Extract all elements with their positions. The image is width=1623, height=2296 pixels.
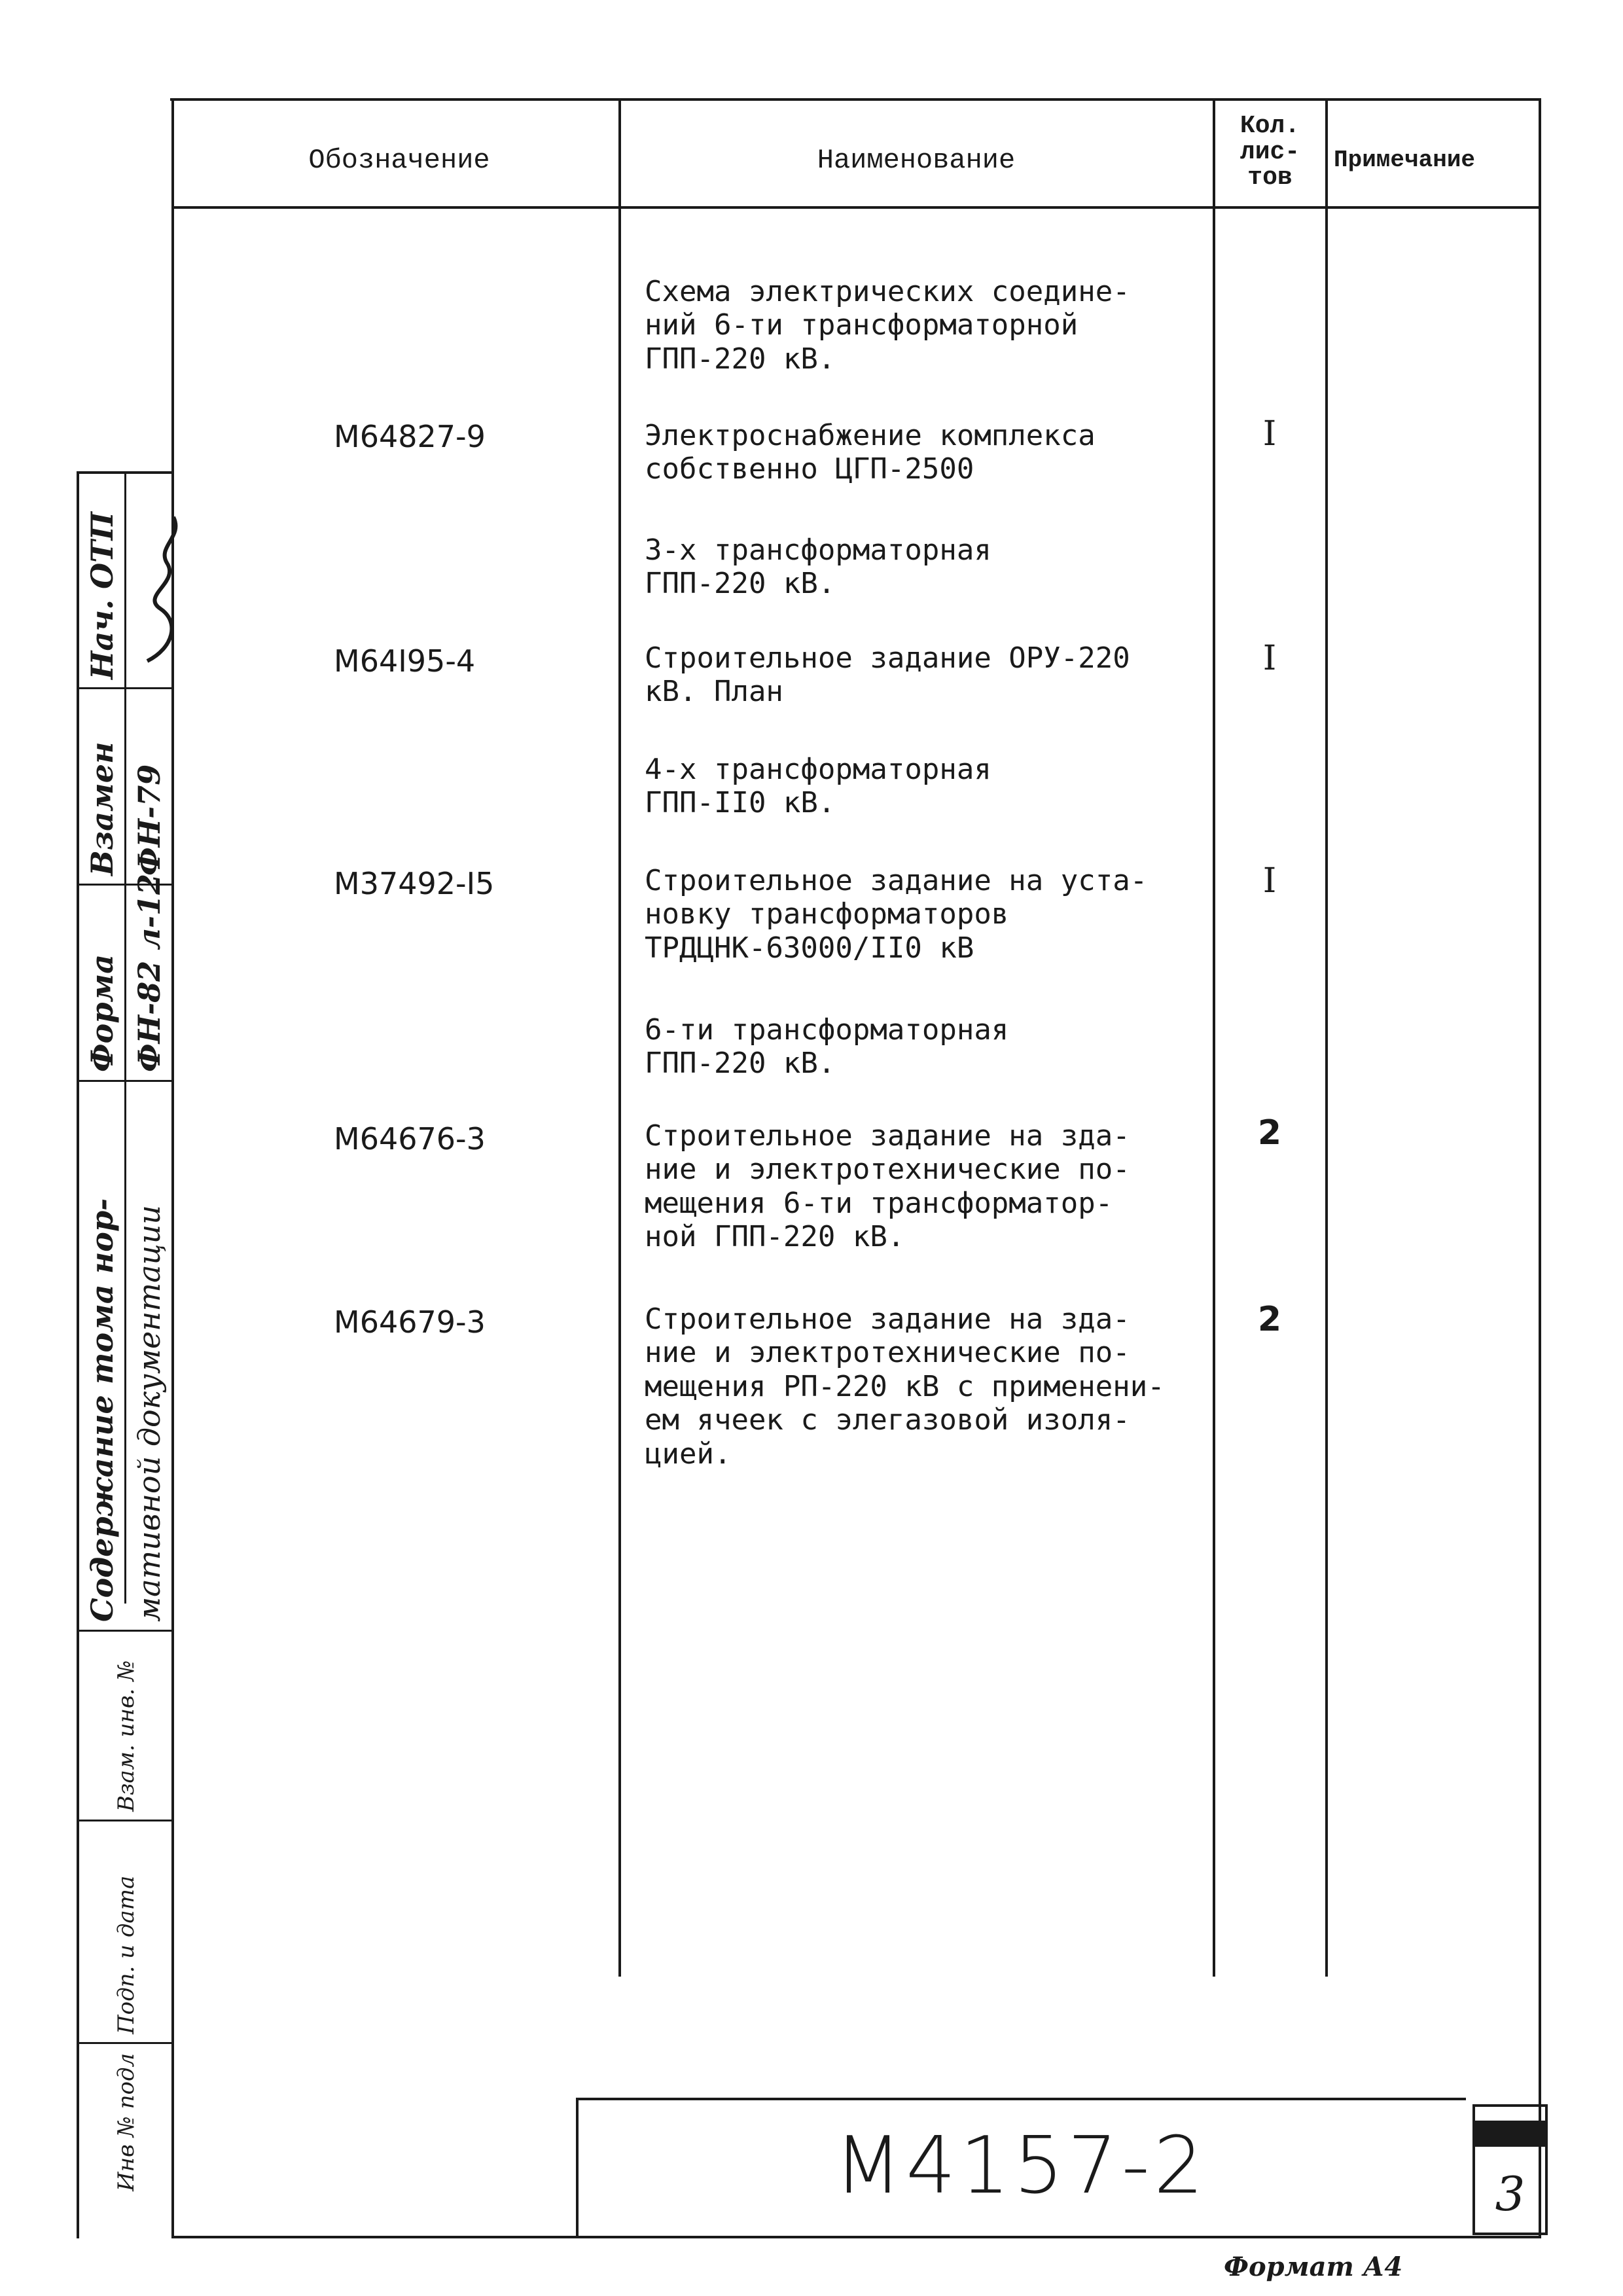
table-row-sheets: I bbox=[1262, 861, 1277, 901]
table-row-name: Электроснабжение комплекса собственно ЦГП-2500 bbox=[645, 419, 1096, 486]
side-vzam-inv-label: Взам. инв. № bbox=[113, 1660, 139, 1812]
column-divider-3 bbox=[1325, 98, 1328, 1977]
side-nach-label: Нач. ОТП bbox=[84, 512, 120, 679]
header-sheets-line2: лис- bbox=[1240, 137, 1300, 166]
format-label: Формат А4 bbox=[1224, 2251, 1403, 2282]
table-row-sheets: I bbox=[1262, 639, 1277, 678]
table-row-designation: М64I95-4 bbox=[334, 643, 476, 679]
header-designation: Обозначение bbox=[308, 145, 490, 176]
document-code: М4157-2 bbox=[834, 2121, 1208, 2212]
side-content-line1: Содержание тома нор- bbox=[84, 1198, 120, 1622]
header-sheets-line1: Кол. bbox=[1240, 111, 1300, 140]
header-name: Наименование bbox=[817, 145, 1016, 176]
frame-right-line bbox=[1539, 98, 1541, 2238]
sheet-number: 3 bbox=[1495, 2166, 1525, 2221]
sheet-number-bar bbox=[1472, 2121, 1548, 2147]
table-row-name: 3-х трансформаторная ГПП-220 кВ. bbox=[645, 533, 991, 601]
table-row-name: 6-ти трансформаторная ГПП-220 кВ. bbox=[645, 1013, 1009, 1081]
side-vzamen-value: ФН-79 bbox=[132, 764, 168, 876]
side-content-line2: мативной документации bbox=[132, 1205, 168, 1622]
signature-mark bbox=[134, 511, 193, 674]
side-inv-podl-label: Инв № подл bbox=[113, 2053, 139, 2191]
side-podp-data-label: Подп. и дата bbox=[113, 1875, 139, 2034]
frame-top-line bbox=[170, 98, 1541, 101]
side-forma-label: Форма bbox=[84, 954, 120, 1072]
side-cell-forma bbox=[79, 874, 173, 1080]
table-row-name: Схема электрических соедине- ний 6-ти трансформаторной ГПП-220 кВ. bbox=[645, 275, 1130, 376]
header-sheets-count bbox=[1216, 98, 1324, 206]
column-divider-1 bbox=[618, 98, 621, 1977]
header-divider-line bbox=[171, 206, 1541, 209]
side-cell-inv-podl bbox=[79, 2042, 173, 2199]
side-cell-vzamen bbox=[79, 687, 173, 884]
table-row-sheets: 2 bbox=[1257, 1300, 1282, 1339]
table-row-sheets: 2 bbox=[1257, 1113, 1282, 1153]
table-row-designation: М64679-3 bbox=[334, 1304, 486, 1340]
side-cell-content bbox=[79, 1080, 173, 1630]
side-forma-value: ФН-82 л-12 bbox=[132, 874, 168, 1072]
table-row-designation: М64676-3 bbox=[334, 1121, 486, 1157]
side-cell-podp-data bbox=[79, 1820, 173, 2042]
table-row-name: Строительное задание ОРУ-220 кВ. План bbox=[645, 641, 1130, 709]
table-row-name: Строительное задание на уста- новку трансформаторов ТРДЦНК-63000/II0 кВ bbox=[645, 864, 1148, 965]
side-cell-vzam-inv bbox=[79, 1630, 173, 1820]
header-sheets-line3: тов bbox=[1247, 164, 1293, 192]
side-vzamen-label: Взамен bbox=[84, 742, 120, 876]
table-row-designation: М64827-9 bbox=[334, 419, 486, 454]
table-row-name: Строительное задание на зда- ние и электротехнические по- мещения 6-ти трансформатор- ной ГПП-220 кВ. bbox=[645, 1119, 1130, 1254]
table-row-designation: М37492-I5 bbox=[334, 866, 495, 901]
header-note: Примечание bbox=[1334, 147, 1476, 173]
side-stamp bbox=[79, 471, 173, 2199]
table-row-name: Строительное задание на зда- ние и электротехнические по- мещения РП-220 кВ с применени- ем ячеек с элегазовой изоля- цией. bbox=[645, 1302, 1165, 1471]
table-row-sheets: I bbox=[1262, 414, 1277, 454]
table-row-name: 4-х трансформаторная ГПП-II0 кВ. bbox=[645, 753, 991, 820]
